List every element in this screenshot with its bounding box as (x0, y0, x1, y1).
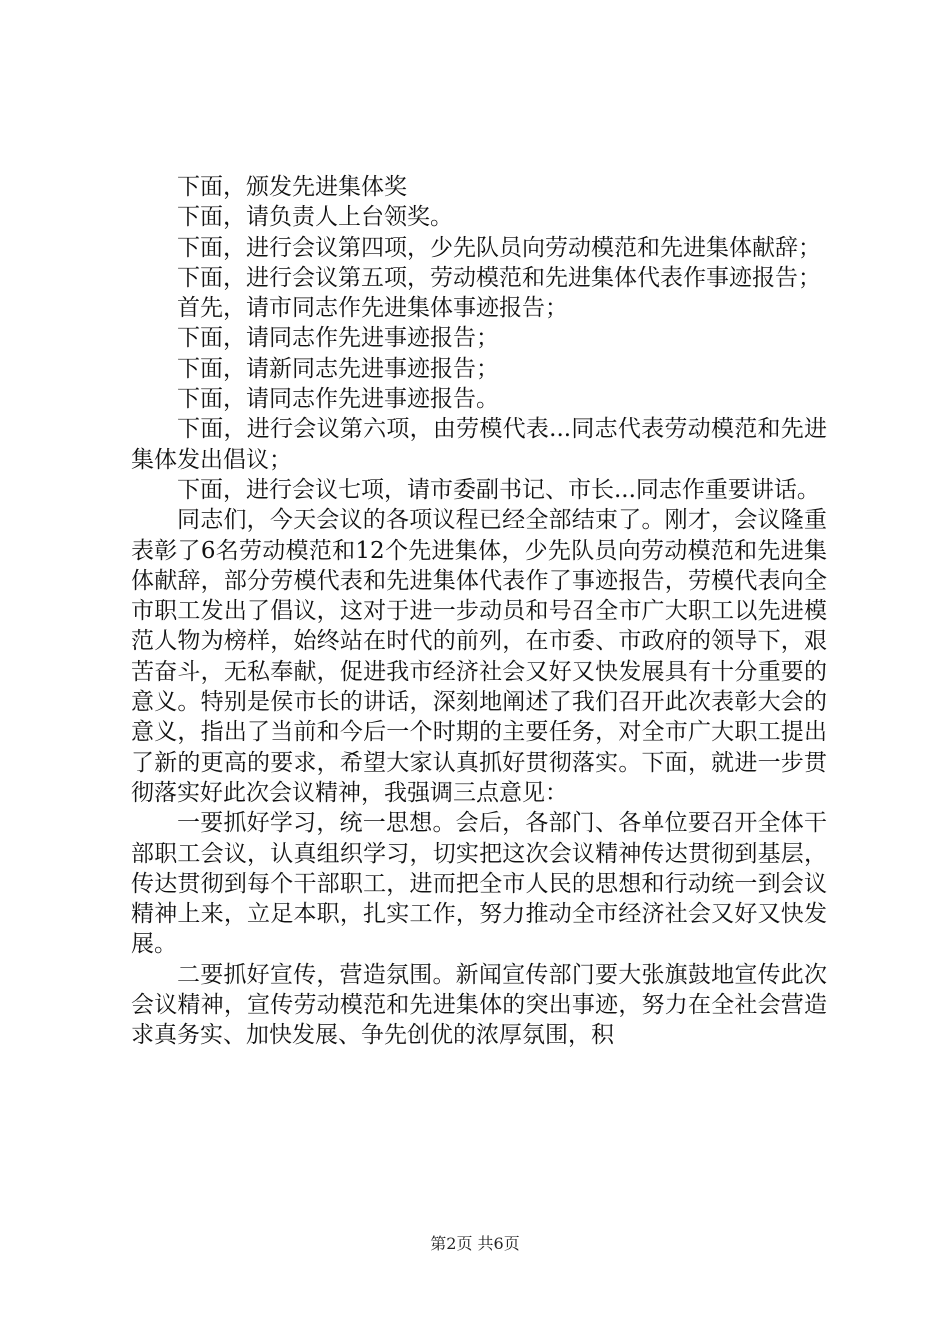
paragraph-report-fourth: 下面，请同志作先进事迹报告。 (177, 386, 499, 413)
paragraph-agenda-four: 下面，进行会议第四项，少先队员向劳动模范和先进集体献辞； (177, 234, 821, 261)
paragraph-point-one: 一要抓好学习，统一思想。会后，各部门、各单位要召开全体干部职工会议，认真组织学习，切实把这次会议精神传达贯彻到基层，传达贯彻到每个干部职工，进而把全市人民的思想和行动统一到会议精神上来，立足本职，扎实工作，努力推动全市经济社会又好又快发展。 (131, 810, 827, 958)
paragraph-agenda-seven: 下面，进行会议七项，请市委副书记、市长...同志作重要讲话。 (177, 476, 820, 503)
paragraph-report-first: 首先，请市同志作先进集体事迹报告； (177, 295, 568, 322)
paragraph-report-third: 下面，请新同志先进事迹报告； (177, 355, 499, 382)
paragraph-summary: 同志们，今天会议的各项议程已经全部结束了。刚才，会议隆重表彰了6名劳动模范和12个先进集体，少先队员向劳动模范和先进集体献辞，部分劳模代表和先进集体代表作了事迹报告，劳模代表向全市职工发出了倡议，这对于进一步动员和号召全市广大职工以先进模范人物为榜样，始终站在时代的前列，在市委、市政府的领导下，艰苦奋斗，无私奉献，促进我市经济社会又好又快发展具有十分重要的意义。特别是侯市长的讲话，深刻地阐述了我们召开此次表彰大会的意义，指出了当前和今后一个时期的主要任务，对全市广大职工提出了新的更高的要求，希望大家认真抓好贯彻落实。下面，就进一步贯彻落实好此次会议精神，我强调三点意见： (131, 507, 827, 806)
paragraph-agenda-six: 下面，进行会议第六项，由劳模代表...同志代表劳动模范和先进集体发出倡议； (131, 416, 827, 473)
paragraph-report-second: 下面，请同志作先进事迹报告； (177, 325, 499, 352)
paragraph-receive-award: 下面，请负责人上台领奖。 (177, 204, 453, 231)
paragraph-point-two: 二要抓好宣传，营造氛围。新闻宣传部门要大张旗鼓地宣传此次会议精神，宣传劳动模范和先进集体的突出事迹，努力在全社会营造求真务实、加快发展、争先创优的浓厚氛围，积 (131, 961, 827, 1049)
document-body (131, 172, 827, 1051)
page-number-footer: 第2页 共6页 (430, 1234, 520, 1253)
paragraph-award-collective: 下面，颁发先进集体奖 (177, 174, 407, 200)
paragraph-agenda-five: 下面，进行会议第五项，劳动模范和先进集体代表作事迹报告； (177, 264, 821, 291)
